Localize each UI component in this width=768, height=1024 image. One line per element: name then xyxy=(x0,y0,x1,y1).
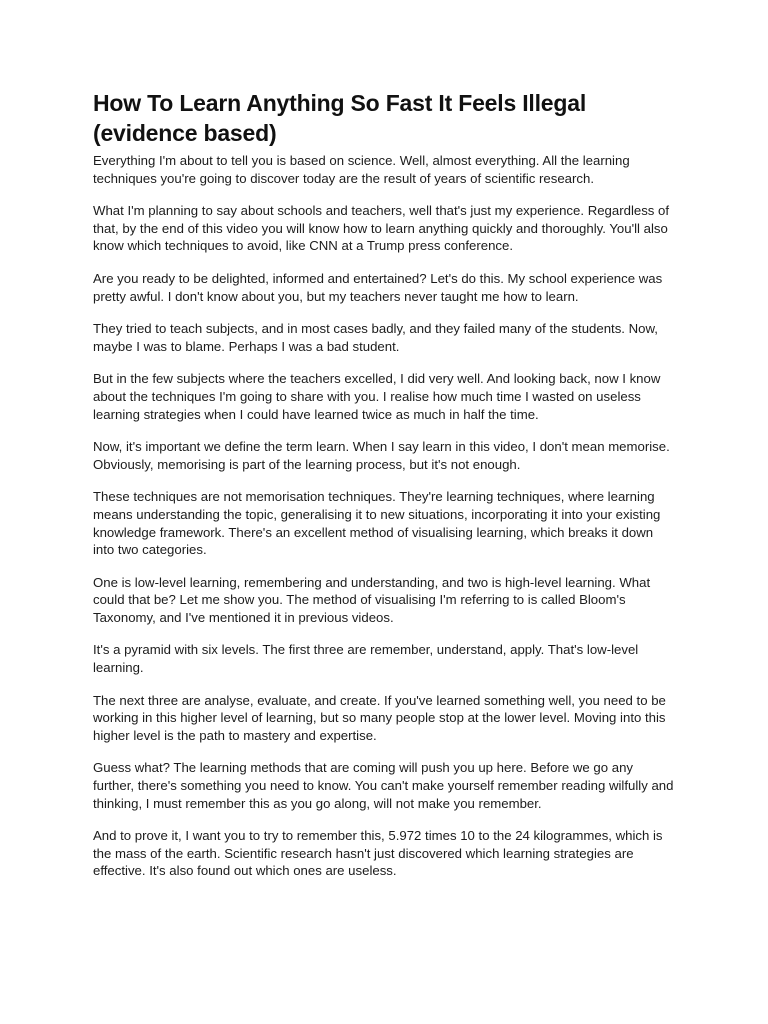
paragraph: And to prove it, I want you to try to remember this, 5.972 times 10 to the 24 kilogrammes, which is the mass of the earth. Scientific research hasn't just discovered which learning strategies are effective. It's also found out which ones are useless. xyxy=(93,828,663,879)
paragraph: These techniques are not memorisation techniques. They're learning techniques, where learning means understanding the topic, generalising it to new situations, incorporating it into your existing knowledge framework. There's an excellent method of visualising learning, which breaks it down into two categories. xyxy=(93,489,661,558)
paragraph: It's a pyramid with six levels. The first three are remember, understand, apply. That's low-level learning. xyxy=(93,642,639,676)
paragraph: Are you ready to be delighted, informed and entertained? Let's do this. My school experience was pretty awful. I don't know about you, but my teachers never taught me how to learn. xyxy=(93,270,663,304)
paragraph: But in the few subjects where the teachers excelled, I did very well. And looking back, now I know about the techniques I'm going to share with you. I realise how much time I wasted on useless learning strategies when I could have learned twice as much in half the time. xyxy=(93,371,661,422)
document-page xyxy=(93,88,677,895)
paragraph: One is low-level learning, remembering and understanding, and two is high-level learning. What could that be? Let me show you. The method of visualising I'm referring to is called Bloom's Taxonomy, and I've mentioned it in previous videos. xyxy=(93,574,651,625)
paragraph: Guess what? The learning methods that are coming will push you up here. Before we go any further, there's something you need to know. You can't make yourself remember reading wilfully and thinking, I must remember this as you go along, will not make you remember. xyxy=(93,760,674,811)
paragraph: Now, it's important we define the term learn. When I say learn in this video, I don't mean memorise. Obviously, memorising is part of the learning process, but it's not enough. xyxy=(93,439,670,472)
document-title: How To Learn Anything So Fast It Feels Illegal (evidence based) xyxy=(93,90,587,146)
paragraph: The next three are analyse, evaluate, and create. If you've learned something well, you need to be working in this higher level of learning, but so many people stop at the lower level. Moving into this higher level is the path to mastery and expertise. xyxy=(93,692,666,743)
paragraph: Everything I'm about to tell you is based on science. Well, almost everything. All the learning techniques you're going to discover today are the result of years of scientific research. xyxy=(93,153,630,186)
paragraph: What I'm planning to say about schools and teachers, well that's just my experience. Regardless of that, by the end of this video you will know how to learn anything quickly and thoroughly. You'll also know which techniques to avoid, like CNN at a Trump press conference. xyxy=(93,203,670,254)
paragraph: They tried to teach subjects, and in most cases badly, and they failed many of the students. Now, maybe I was to blame. Perhaps I was a bad student. xyxy=(93,321,658,354)
